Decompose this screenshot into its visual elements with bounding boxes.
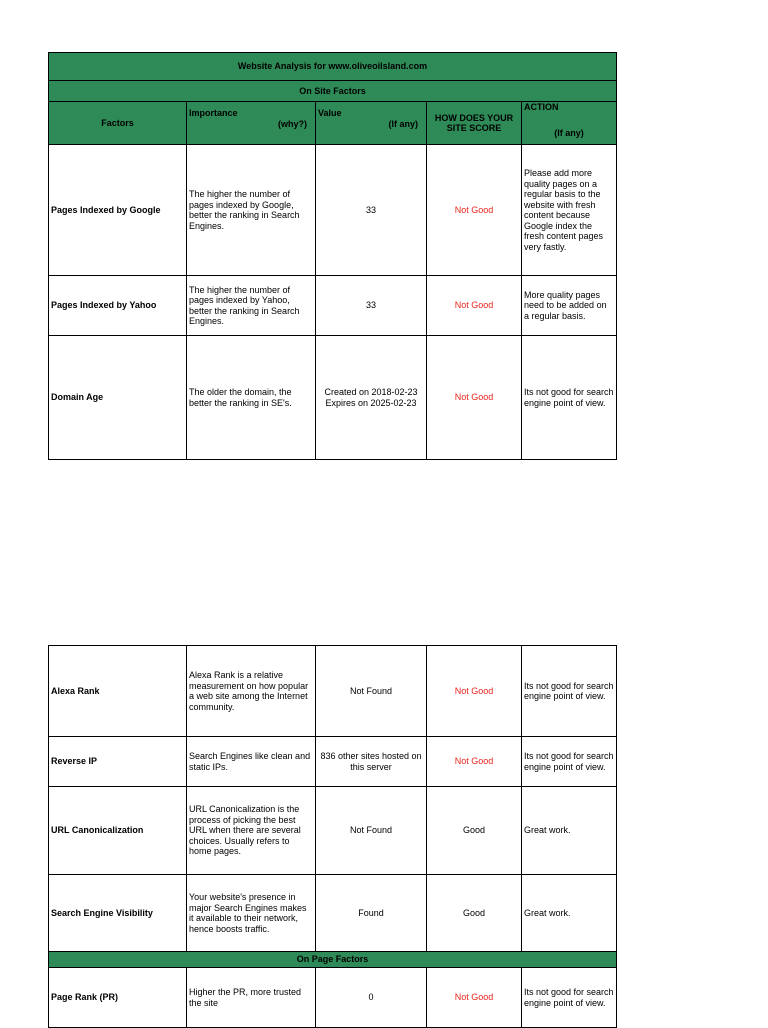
factor-cell: Search Engine Visibility xyxy=(49,875,187,952)
header-factors: Factors xyxy=(49,102,187,145)
table-row xyxy=(49,336,617,460)
action-cell: Please add more quality pages on a regular basis to the website with fresh content because Google index the fresh content pages very fastly. xyxy=(522,145,617,276)
section-on-page-factors: On Page Factors xyxy=(49,952,617,968)
action-cell: Great work. xyxy=(522,875,617,952)
value-cell: 33 xyxy=(316,145,427,276)
score-cell: Not Good xyxy=(427,968,522,1028)
header-value xyxy=(316,102,427,145)
header-score: HOW DOES YOUR SITE SCORE xyxy=(427,102,522,145)
action-cell: Its not good for search engine point of view. xyxy=(522,968,617,1028)
value-cell: 0 xyxy=(316,968,427,1028)
value-cell: Created on 2018-02-23 Expires on 2025-02-23 xyxy=(316,336,427,460)
page-title: Website Analysis for www.oliveoilsland.com xyxy=(49,53,617,81)
factor-cell: Pages Indexed by Yahoo xyxy=(49,276,187,336)
score-cell: Not Good xyxy=(427,646,522,737)
table-row xyxy=(49,145,617,276)
importance-cell: Search Engines like clean and static IPs. xyxy=(187,737,316,787)
importance-cell: URL Canonicalization is the process of picking the best URL when there are several choices. Usually refers to home pages. xyxy=(187,787,316,875)
value-cell: Found xyxy=(316,875,427,952)
header-row xyxy=(49,102,617,145)
importance-cell: The older the domain, the better the ranking in SE's. xyxy=(187,336,316,460)
score-cell: Good xyxy=(427,787,522,875)
value-cell: 33 xyxy=(316,276,427,336)
header-action-sub: (If any) xyxy=(554,127,584,138)
table-row xyxy=(49,737,617,787)
importance-cell: Higher the PR, more trusted the site xyxy=(187,968,316,1028)
analysis-table-bottom xyxy=(48,645,617,1028)
table-row xyxy=(49,276,617,336)
value-cell: Not Found xyxy=(316,787,427,875)
header-action-label: ACTION xyxy=(524,102,559,112)
header-importance-label: Importance xyxy=(189,108,238,118)
value-cell: 836 other sites hosted on this server xyxy=(316,737,427,787)
value-cell: Not Found xyxy=(316,646,427,737)
factor-cell: Reverse IP xyxy=(49,737,187,787)
table-row xyxy=(49,646,617,737)
header-value-sub: (If any) xyxy=(388,119,418,129)
header-action xyxy=(522,102,617,145)
header-importance-sub: (why?) xyxy=(278,118,307,129)
table-row xyxy=(49,968,617,1028)
importance-cell: The higher the number of pages indexed by Google, better the ranking in Search Engines. xyxy=(187,145,316,276)
factor-cell: URL Canonicalization xyxy=(49,787,187,875)
header-importance xyxy=(187,102,316,145)
analysis-table-top xyxy=(48,52,617,460)
score-cell: Not Good xyxy=(427,737,522,787)
action-cell: Great work. xyxy=(522,787,617,875)
action-cell: Its not good for search engine point of view. xyxy=(522,646,617,737)
table-row xyxy=(49,875,617,952)
factor-cell: Pages Indexed by Google xyxy=(49,145,187,276)
factor-cell: Page Rank (PR) xyxy=(49,968,187,1028)
score-cell: Good xyxy=(427,875,522,952)
factor-cell: Alexa Rank xyxy=(49,646,187,737)
importance-cell: Your website's presence in major Search Engines makes it available to their network, hence boosts traffic. xyxy=(187,875,316,952)
action-cell: Its not good for search engine point of view. xyxy=(522,336,617,460)
header-value-label: Value xyxy=(318,108,342,118)
score-cell: Not Good xyxy=(427,276,522,336)
action-cell: More quality pages need to be added on a regular basis. xyxy=(522,276,617,336)
importance-cell: Alexa Rank is a relative measurement on how popular a web site among the Internet community. xyxy=(187,646,316,737)
importance-cell: The higher the number of pages indexed by Yahoo, better the ranking in Search Engines. xyxy=(187,276,316,336)
score-cell: Not Good xyxy=(427,336,522,460)
section-on-site-factors: On Site Factors xyxy=(49,81,617,102)
factor-cell: Domain Age xyxy=(49,336,187,460)
action-cell: Its not good for search engine point of view. xyxy=(522,737,617,787)
table-row xyxy=(49,787,617,875)
score-cell: Not Good xyxy=(427,145,522,276)
